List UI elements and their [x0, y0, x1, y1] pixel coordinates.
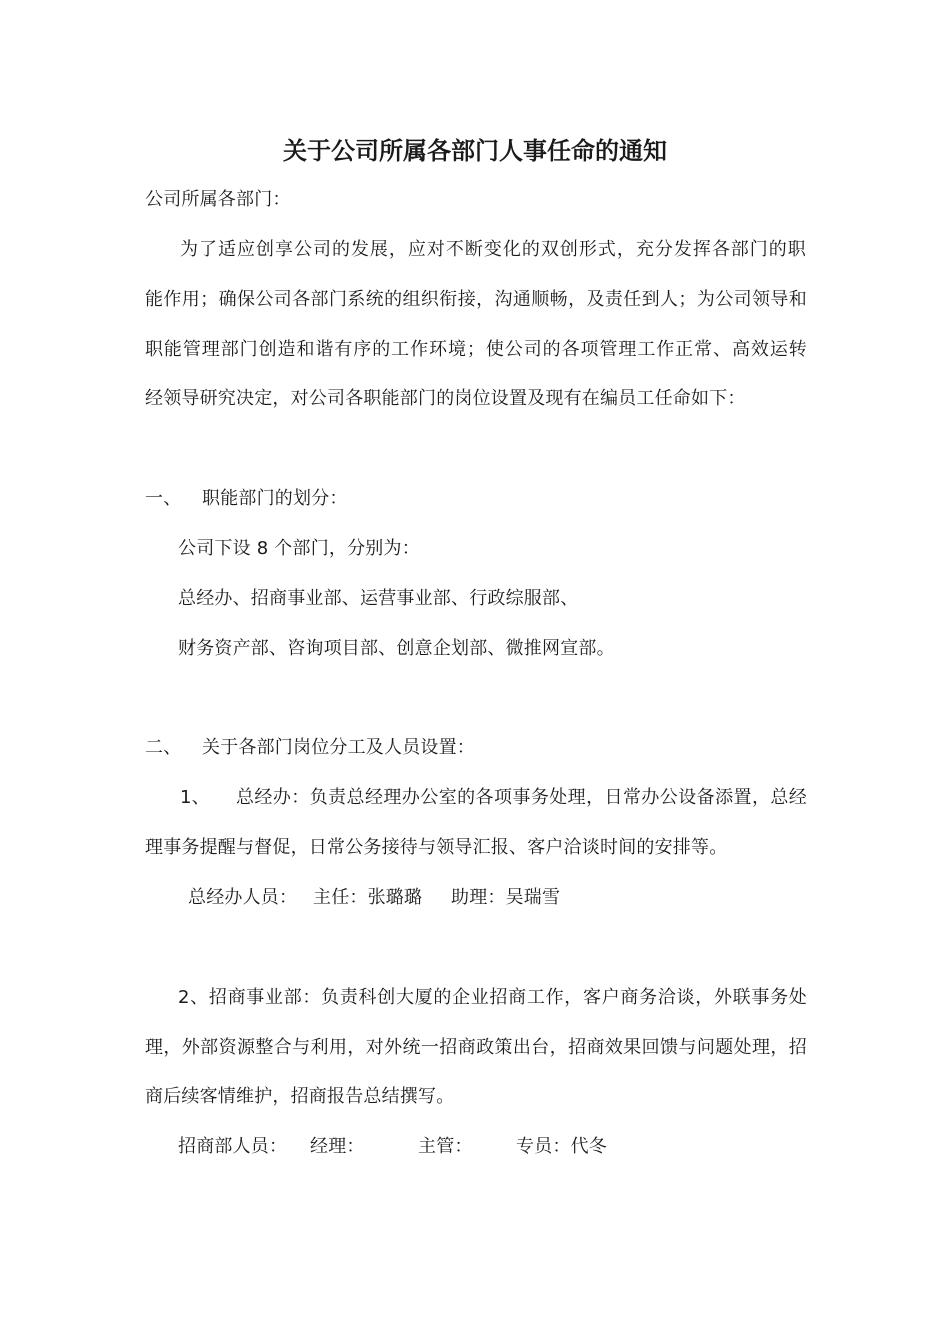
section-1-line-2: 总经办、招商事业部、运营事业部、行政综服部、 — [178, 588, 579, 609]
intro-line-4: 经领导研究决定，对公司各职能部门的岗位设置及现有在编员工任命如下： — [145, 388, 746, 409]
section-2-number: 二、 — [145, 737, 182, 758]
item-2-line-1: 2、招商事业部：负责科创大厦的企业招商工作，客户商务洽谈，外联事务处 — [178, 987, 807, 1008]
intro-line-3: 职能管理部门创造和谐有序的工作环境；使公司的各项管理工作正常、高效运转 — [145, 339, 807, 360]
item-1-line-1: 总经办：负责总经理办公室的各项事务处理，日常办公设备添置，总经 — [236, 787, 807, 808]
item-1-staff-label: 总经办人员： — [188, 887, 298, 908]
intro-line-1: 为了适应创享公司的发展，应对不断变化的双创形式，充分发挥各部门的职 — [180, 239, 806, 260]
salutation: 公司所属各部门： — [145, 189, 291, 210]
item-1-assistant: 助理：吴瑞雪 — [451, 887, 561, 908]
section-1-line-3: 财务资产部、咨询项目部、创意企划部、微推网宣部。 — [178, 638, 615, 659]
item-2-line-2: 理，外部资源整合与利用，对外统一招商政策出台，招商效果回馈与问题处理，招 — [145, 1037, 807, 1058]
item-1-number: 1、 — [180, 787, 210, 808]
item-2-manager: 经理： — [310, 1136, 365, 1157]
intro-line-2: 能作用；确保公司各部门系统的组织衔接，沟通顺畅，及责任到人；为公司领导和 — [145, 289, 807, 310]
section-1-number: 一、 — [145, 488, 182, 509]
document-title: 关于公司所属各部门人事任命的通知 — [283, 137, 667, 165]
section-1-heading: 职能部门的划分： — [202, 488, 348, 509]
section-2-heading: 关于各部门岗位分工及人员设置： — [202, 737, 475, 758]
item-1-director: 主任：张璐璐 — [313, 887, 423, 908]
item-2-specialist: 专员：代冬 — [516, 1136, 607, 1157]
item-2-staff-label: 招商部人员： — [178, 1136, 288, 1157]
section-1-line-1: 公司下设 8 个部门，分别为： — [178, 538, 420, 559]
item-2-supervisor: 主管： — [418, 1136, 473, 1157]
item-2-line-3: 商后续客情维护，招商报告总结撰写。 — [145, 1086, 455, 1107]
item-1-line-2: 理事务提醒与督促，日常公务接待与领导汇报、客户洽谈时间的安排等。 — [145, 837, 728, 858]
